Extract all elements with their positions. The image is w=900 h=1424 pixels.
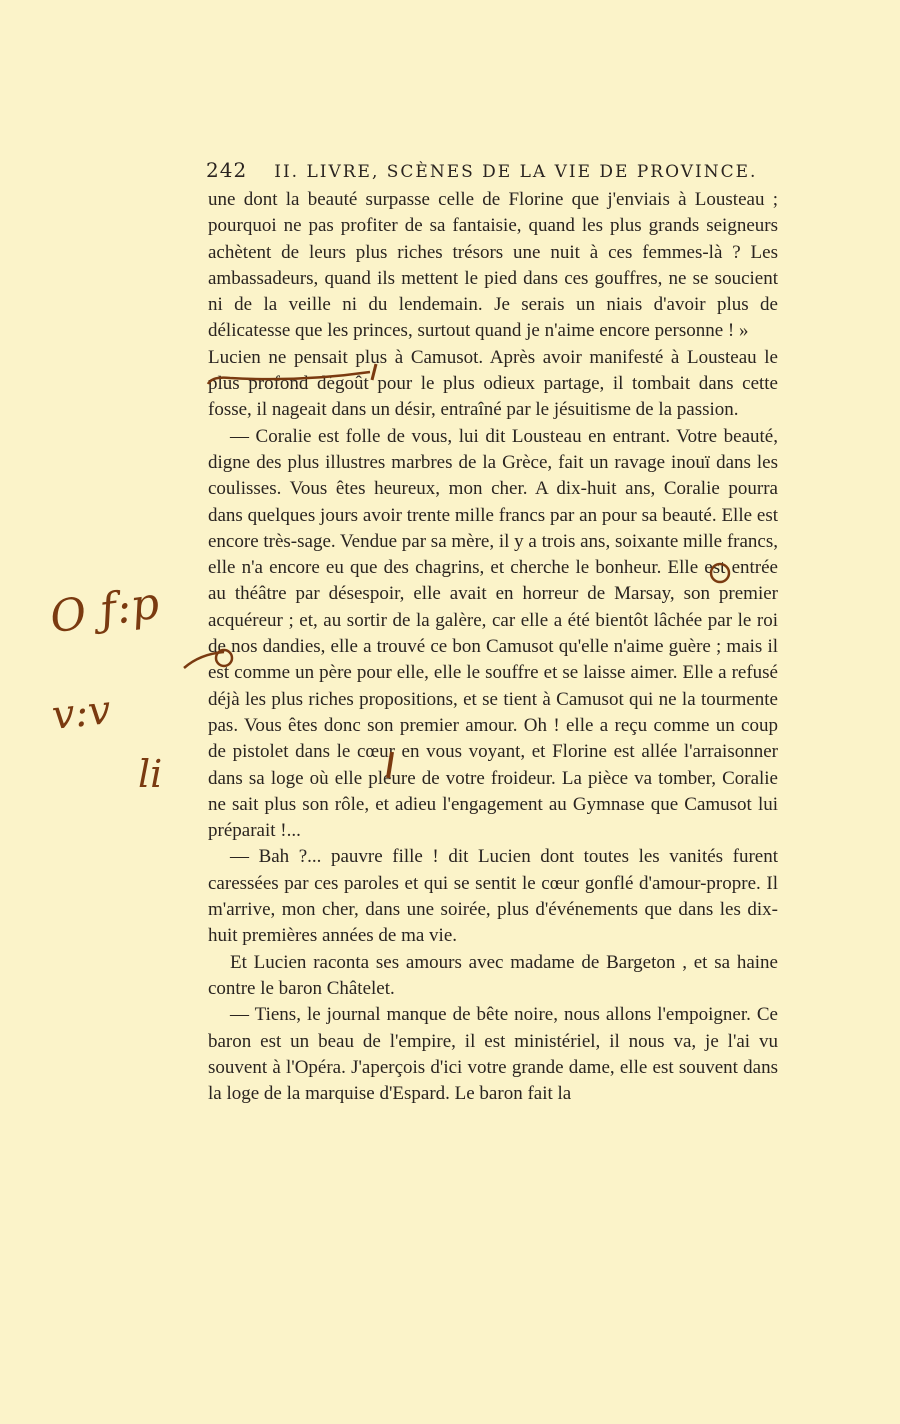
running-header <box>206 158 778 182</box>
correction-mark-2 <box>180 642 240 676</box>
margin-annotation-3: li <box>138 752 163 796</box>
paragraph-3: — Coralie est folle de vous, lui dit Lousteau en entrant. Votre beauté, digne des plus illustres marbres de la Grèce, fait un ravage inouï dans les coulisses. Vous êtes heureux, mon cher. A dix-huit ans, Coralie pourra dans quelques jours avoir trente mille francs par an pour sa beauté. Elle est encore très-sage. Vendue par sa mère, il y a trois ans, soixante mille francs, elle n'a encore eu que des chagrins, et cherche le bonheur. Elle est entrée au théâtre par désespoir, elle avait en horreur de Marsay, son premier acquéreur ; et, au sortir de la galère, car elle a été bientôt lâchée par le roi de nos dandies, elle a trouvé ce bon Camusot qu'elle n'aime guère ; mais il est comme un père pour elle, elle le souffre et se laisse aimer. Elle a refusé déjà les plus riches propositions, et se tient à Camusot qui ne la tourmente pas. Vous êtes donc son premier amour. Oh ! elle a reçu comme un coup de pistolet dans le cœur en vous voyant, et Florine est allée l'arraisonner dans sa loge où elle pleure de votre froideur. La pièce va tomber, Coralie ne sait plus son rôle, et adieu l'engagement au Gymnase que Camusot lui préparait !... <box>208 425 778 842</box>
paragraph-2: Lucien ne pensait plus à Camusot. Après avoir manifesté à Lousteau le plus profond dégoût pour le plus odieux partage, il tombait dans cette fosse, il nageait dans un désir, entraîné par le jésuitisme de la passion. <box>208 346 778 421</box>
body-text <box>208 187 778 1107</box>
margin-annotation-1: O ƒ:p <box>46 577 163 644</box>
correction-mark-3 <box>380 748 400 784</box>
running-title: II. LIVRE, SCÈNES DE LA VIE DE PROVINCE. <box>274 162 758 182</box>
paragraph-5: Et Lucien raconta ses amours avec madame de Bargeton , et sa haine contre le baron Châtelet. <box>208 951 778 999</box>
paragraph-4: — Bah ?... pauvre fille ! dit Lucien dont toutes les vanités furent caressées par ces paroles et qui se sentit le cœur gonflé d'amour-propre. Il m'arrive, mon cher, dans une soirée, plus d'événements que dans les dix-huit premières années de ma vie. <box>208 846 778 947</box>
paragraph-1: une dont la beauté surpasse celle de Florine que j'enviais à Lousteau ; pourquoi ne pas profiter de sa fantaisie, quand les plus grands seigneurs achètent de leurs plus riches trésors une nuit à ces femmes-là ? Les ambassadeurs, quand ils mettent le pied dans ces gouffres, ne se soucient ni de la veille ni du lendemain. Je serais un niais d'avoir plus de délicatesse que les princes, surtout quand je n'aime encore personne ! » <box>208 189 778 342</box>
underline-mark <box>200 360 400 400</box>
paragraph-6: — Tiens, le journal manque de bête noire, nous allons l'empoigner. Ce baron est un beau de l'empire, il est ministériel, il nous va, je l'ai vu souvent à l'Opéra. J'aperçois d'ici votre grande dame, elle est souvent dans la loge de la marquise d'Espard. Le baron fait la <box>208 1004 778 1105</box>
correction-mark-1 <box>700 558 740 588</box>
margin-annotation-2: v:v <box>49 687 113 739</box>
page-number: 242 <box>206 158 248 182</box>
